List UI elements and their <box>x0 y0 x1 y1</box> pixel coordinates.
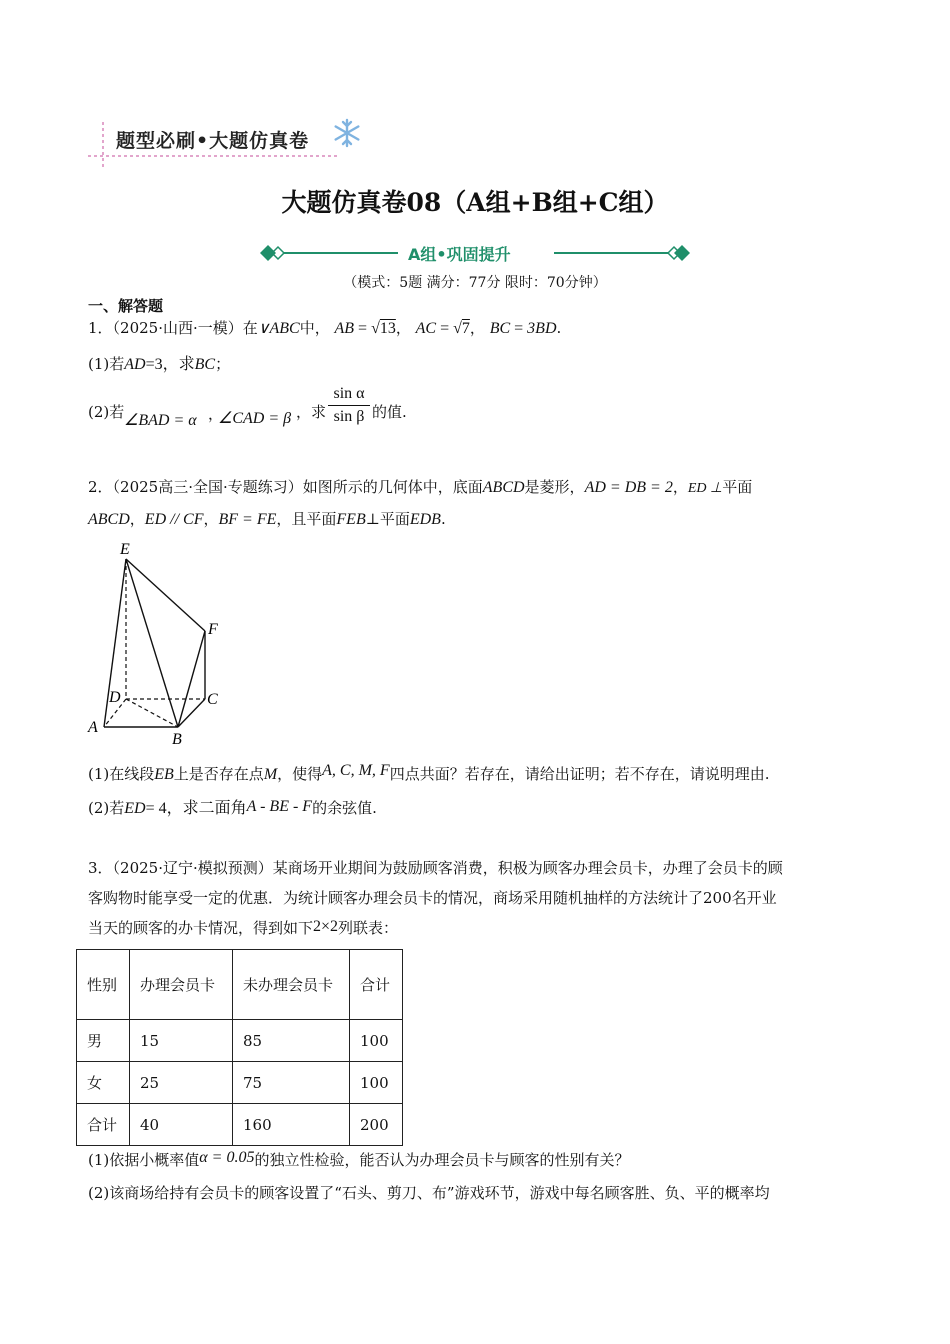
q1-frac-den: sin β <box>333 408 365 425</box>
q3-line3 <box>88 918 398 939</box>
q2-p1-d: 四点共面？若存在，请给出证明；若不存在，请说明理由. <box>389 765 770 783</box>
q2-ed: ED <box>124 800 146 817</box>
q1-p2-a: (2)若 <box>88 403 125 421</box>
q2-dihedral: A - BE - F <box>246 798 313 815</box>
q2-m: M <box>263 766 278 783</box>
q3-part1 <box>88 1150 629 1171</box>
q2-p1-c: ，使得 <box>277 765 323 783</box>
q2-abcd: ABCD <box>482 479 525 496</box>
q2-abcd2: ABCD <box>88 511 130 528</box>
label-D: D <box>109 689 121 706</box>
q1-ab: AB <box>334 320 355 337</box>
q3-line2: 客购物时能享受一定的优惠．为统计顾客办理会员卡的情况，商场采用随机抽样的方法统计了200名开业 <box>88 889 777 907</box>
table-cell: 200 <box>350 1104 403 1146</box>
q1-p1-b: =3，求 <box>145 356 195 373</box>
table-header-cell: 办理会员卡 <box>130 950 233 1020</box>
snowflake-icon <box>332 118 362 148</box>
q1-ac: AC <box>415 320 437 337</box>
q2-p2-c: 的余弦值. <box>312 799 377 817</box>
table-row <box>77 1062 403 1104</box>
q1-p1-bc: BC <box>194 356 216 373</box>
q3-p1-a: (1)依据小概率值 <box>88 1151 200 1169</box>
table-cell: 合计 <box>77 1104 130 1146</box>
contingency-table <box>76 949 403 1146</box>
q1-stem: 1．（2025·山西·一模）在∨ABC中， AB = √13， AC = √7， BC = 3BD. <box>88 319 562 337</box>
table-header-row <box>77 950 403 1020</box>
q2-bf-fe: BF = FE <box>218 511 277 528</box>
table-header-cell: 合计 <box>350 950 403 1020</box>
q1-triangle: ∨ABC <box>257 320 300 337</box>
q2-p2-b: = 4，求二面角 <box>145 800 247 817</box>
table-cell: 男 <box>77 1020 130 1062</box>
q1-p2-ang1: ∠BAD = α <box>124 412 197 429</box>
table-header-cell: 未办理会员卡 <box>233 950 350 1020</box>
section-heading: 一、解答题 <box>88 297 164 315</box>
table-cell: 160 <box>233 1104 350 1146</box>
q2-eb: EB <box>154 766 174 783</box>
q3-line1: 3．（2025·辽宁·模拟预测）某商场开业期间为鼓励顾客消费，积极为顾客办理会员卡，办理了会员卡的顾 <box>88 859 783 877</box>
q2-part1 <box>88 764 769 785</box>
q2-ed-cf: ED // CF <box>144 511 204 528</box>
exam-meta: （模式：5题 满分：77分 限时：70分钟） <box>343 275 607 291</box>
q2-l1-b: 是菱形， <box>524 478 585 496</box>
q2-l1-c: 平面 <box>722 478 753 496</box>
table-row <box>77 1020 403 1062</box>
group-banner-label: A组•巩固提升 <box>408 245 511 264</box>
q3-l3-a: 当天的顾客的办卡情况，得到如下 <box>88 919 314 937</box>
q2-ad-db: AD = DB = 2 <box>584 479 673 496</box>
q3-l3-b: 列联表： <box>338 919 399 937</box>
table-cell: 75 <box>233 1062 350 1104</box>
q1-p1-c: ； <box>215 355 231 373</box>
q2-ed-perp: ED ⊥ <box>687 481 723 496</box>
q2-l2-a: ，且平面 <box>276 510 337 528</box>
table-cell: 40 <box>130 1104 233 1146</box>
label-B: B <box>172 731 182 748</box>
q2-feb: FEB <box>336 511 366 528</box>
label-F: F <box>208 621 218 638</box>
table-header-cell: 性别 <box>77 950 130 1020</box>
q3-l3-m: 2×2 <box>313 918 339 935</box>
q2-line1: 2．（2025高三·全国·专题练习）如图所示的几何体中，底面ABCD是菱形，AD = DB = 2，ED ⊥平面 <box>88 478 753 496</box>
table-row <box>77 1104 403 1146</box>
q2-p1-b: 上是否存在点 <box>173 765 264 783</box>
q1-p1-ad: AD <box>124 356 146 373</box>
q2-p2-a: (2)若 <box>88 799 125 817</box>
q1-bc: BC <box>489 320 511 337</box>
q2-p1-a: (1)在线段 <box>88 765 155 783</box>
table-cell: 25 <box>130 1062 233 1104</box>
q1-p1-a: (1)若 <box>88 355 125 373</box>
group-banner <box>258 240 692 266</box>
q1-p2-b: ，求 <box>296 403 327 421</box>
q1-ab-val: 13 <box>379 320 396 337</box>
q2-perp: ⊥ <box>365 510 380 528</box>
q1-p2-ang2: ∠CAD = β <box>218 410 292 427</box>
label-A: A <box>88 719 98 736</box>
q2-geometry-figure <box>84 538 234 748</box>
q1-bc-val: 3BD <box>527 320 557 337</box>
q2-l1-a: 2．（2025高三·全国·专题练习）如图所示的几何体中，底面 <box>88 478 483 496</box>
table-cell: 15 <box>130 1020 233 1062</box>
q1-ac-val: 7 <box>461 320 470 337</box>
q3-p1-b: 的独立性检验，能否认为办理会员卡与顾客的性别有关？ <box>254 1151 630 1169</box>
q2-edb: EDB <box>409 511 441 528</box>
q2-part2 <box>88 798 377 819</box>
q1-p2-c: 的值. <box>372 403 407 421</box>
header-tag <box>88 118 378 168</box>
table-cell: 100 <box>350 1062 403 1104</box>
label-E: E <box>120 541 130 558</box>
q1-frac-num: sin α <box>333 385 365 402</box>
table-cell: 100 <box>350 1020 403 1062</box>
q1-stem-a: 1．（2025·山西·一模）在 <box>88 319 258 337</box>
label-C: C <box>207 691 218 708</box>
q1-fraction <box>328 384 370 427</box>
q2-acmf: A, C, M, F <box>322 762 390 779</box>
edge-EB <box>126 559 178 727</box>
q2-line2: ABCD，ED // CF，BF = FE，且平面FEB⊥平面EDB. <box>88 510 446 528</box>
table-cell: 女 <box>77 1062 130 1104</box>
q3-alpha: α = 0.05 <box>199 1149 255 1166</box>
page-title: 大题仿真卷08（A组+B组+C组） <box>281 188 669 217</box>
header-tag-text: 题型必刷•大题仿真卷 <box>116 130 310 152</box>
q1-stem-b: 中， <box>299 319 330 337</box>
table-cell: 85 <box>233 1020 350 1062</box>
q1-part1 <box>88 354 230 375</box>
q3-part2: (2)该商场给持有会员卡的顾客设置了“石头、剪刀、布”游戏环节，游戏中每名顾客胜、负、平的概率均 <box>88 1184 770 1202</box>
q2-l2-b: 平面 <box>379 510 410 528</box>
